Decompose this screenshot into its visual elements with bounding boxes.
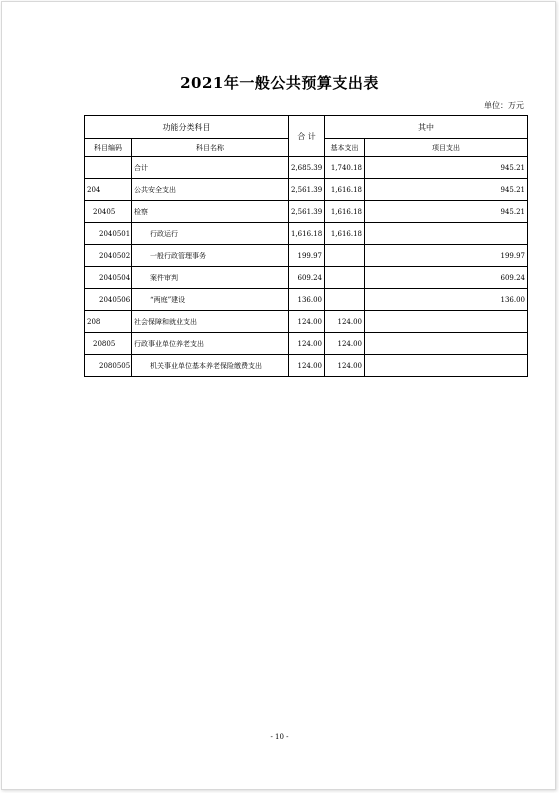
table-row (85, 289, 528, 311)
table-row (85, 157, 528, 179)
cell-total: 124.00 (289, 355, 325, 377)
header-basic: 基本支出 (325, 139, 365, 157)
table-row (85, 355, 528, 377)
cell-basic: 124.00 (325, 333, 365, 355)
table-row (85, 333, 528, 355)
cell-name: 机关事业单位基本养老保险缴费支出 (132, 355, 289, 377)
cell-code: 20405 (85, 201, 132, 223)
cell-name: 检察 (132, 201, 289, 223)
cell-code: 2040502 (85, 245, 132, 267)
cell-basic (325, 245, 365, 267)
page-title: 2021年一般公共预算支出表 (180, 74, 379, 92)
cell-name: 一般行政管理事务 (132, 245, 289, 267)
cell-project (365, 311, 528, 333)
cell-code: 20805 (85, 333, 132, 355)
cell-code: 2040506 (85, 289, 132, 311)
cell-project: 609.24 (365, 267, 528, 289)
cell-code: 208 (85, 311, 132, 333)
cell-basic: 124.00 (325, 311, 365, 333)
cell-project (365, 223, 528, 245)
cell-name: 社会保障和就业支出 (132, 311, 289, 333)
cell-basic: 1,616.18 (325, 201, 365, 223)
cell-total: 2,561.39 (289, 179, 325, 201)
cell-name: 公共安全支出 (132, 179, 289, 201)
cell-total: 1,616.18 (289, 223, 325, 245)
table-row (85, 179, 528, 201)
cell-total: 136.00 (289, 289, 325, 311)
header-code: 科目编码 (85, 139, 132, 157)
table-row (85, 311, 528, 333)
cell-basic: 124.00 (325, 355, 365, 377)
cell-name: 案件审判 (132, 267, 289, 289)
cell-code: 2080505 (85, 355, 132, 377)
header-total: 合 计 (289, 116, 325, 157)
cell-name: 行政事业单位养老支出 (132, 333, 289, 355)
header-project: 项目支出 (365, 139, 528, 157)
cell-project: 136.00 (365, 289, 528, 311)
cell-project: 945.21 (365, 201, 528, 223)
header-name: 科目名称 (132, 139, 289, 157)
cell-total: 124.00 (289, 333, 325, 355)
table-row (85, 223, 528, 245)
cell-total: 609.24 (289, 267, 325, 289)
cell-code: 2040501 (85, 223, 132, 245)
cell-basic (325, 289, 365, 311)
header-category: 功能分类科目 (85, 116, 289, 139)
table-body (85, 157, 528, 377)
cell-basic (325, 267, 365, 289)
header-among: 其中 (325, 116, 528, 139)
unit-label: 单位：万元 (484, 101, 524, 110)
cell-name: 合计 (132, 157, 289, 179)
cell-code: 204 (85, 179, 132, 201)
page-number: - 10 - (270, 733, 289, 741)
cell-project (365, 355, 528, 377)
cell-project (365, 333, 528, 355)
cell-basic: 1,616.18 (325, 179, 365, 201)
cell-total: 199.97 (289, 245, 325, 267)
cell-name: “两庭”建设 (132, 289, 289, 311)
header-row-1 (85, 116, 528, 139)
cell-project: 945.21 (365, 157, 528, 179)
cell-basic: 1,740.18 (325, 157, 365, 179)
cell-project: 199.97 (365, 245, 528, 267)
cell-code: 2040504 (85, 267, 132, 289)
cell-total: 124.00 (289, 311, 325, 333)
cell-total: 2,685.39 (289, 157, 325, 179)
table-row (85, 267, 528, 289)
budget-table (84, 115, 528, 377)
cell-project: 945.21 (365, 179, 528, 201)
cell-name: 行政运行 (132, 223, 289, 245)
cell-basic: 1,616.18 (325, 223, 365, 245)
table-row (85, 245, 528, 267)
cell-code (85, 157, 132, 179)
table-row (85, 201, 528, 223)
cell-total: 2,561.39 (289, 201, 325, 223)
